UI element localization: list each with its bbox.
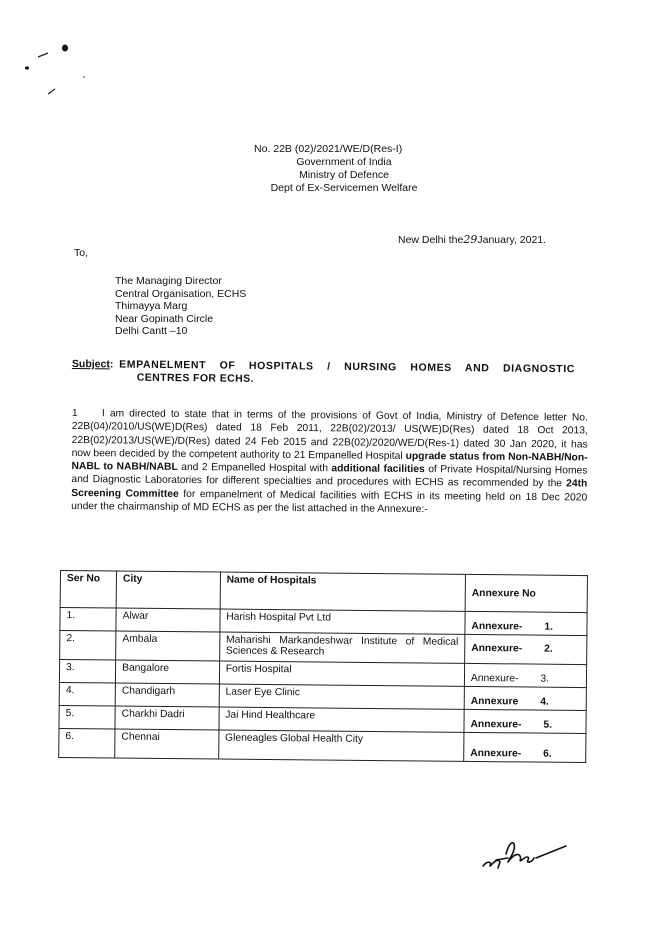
subject-block: Subject: EMPANELMENT OF HOSPITALS / NURSING HOMES AND DIAGNOSTIC CENTRES FOR ECHS. xyxy=(72,358,592,389)
subject-line-2: CENTRES FOR ECHS. xyxy=(136,371,254,385)
letter-header xyxy=(244,143,444,195)
annexure-label: Annexure- xyxy=(470,718,522,731)
cell-annexure xyxy=(464,686,586,710)
hospital-annexure-table xyxy=(58,570,588,763)
annexure-label: Annexure- xyxy=(470,747,522,760)
cell-annexure xyxy=(464,709,586,733)
table-row xyxy=(59,728,586,762)
cell-city: Charkhi Dadri xyxy=(115,706,219,730)
paragraph-1 xyxy=(71,407,588,518)
paragraph-bold: additional facilities xyxy=(331,463,425,476)
cell-hospital: Harish Hospital Pvt Ltd xyxy=(220,609,465,634)
cell-hospital: Jai Hind Healthcare xyxy=(219,707,464,732)
header-annexure-no: Annexure No xyxy=(465,574,587,612)
cell-annexure xyxy=(465,634,587,664)
paragraph-bold: 24th Screening Committee xyxy=(71,478,588,500)
annexure-label: Annexure xyxy=(470,695,519,708)
to-label: To, xyxy=(74,247,89,259)
government-name: Government of India xyxy=(296,156,392,168)
date-prefix: New Delhi the xyxy=(398,234,464,246)
cell-city: Chennai xyxy=(115,729,219,759)
paragraph-text: and 2 Empanelled Hospital with xyxy=(177,462,332,475)
cell-hospital: Laser Eye Clinic xyxy=(219,684,464,709)
cell-ser: 6. xyxy=(59,728,115,758)
cell-annexure xyxy=(464,732,586,762)
addressee-line: Near Gopinath Circle xyxy=(115,312,214,325)
department-name: Dept of Ex-Servicemen Welfare xyxy=(270,182,418,194)
header-hospital-name: Name of Hospitals xyxy=(220,572,466,611)
subject-line-1: EMPANELMENT OF HOSPITALS / NURSING HOMES AND DIAGNOSTIC xyxy=(119,358,575,376)
annexure-label: Annexure- xyxy=(471,620,523,633)
cell-city: Alwar xyxy=(116,608,220,632)
table-header-row xyxy=(60,571,587,613)
ministry-name: Ministry of Defence xyxy=(299,169,389,181)
annexure-label: Annexure- xyxy=(470,672,519,685)
addressee-block xyxy=(115,275,246,338)
subject-label: Subject xyxy=(71,358,110,371)
cell-annexure xyxy=(464,663,586,687)
cell-city: Ambala xyxy=(116,631,220,661)
cell-ser: 1. xyxy=(60,608,116,632)
cell-city: Chandigarh xyxy=(115,683,219,707)
addressee-line: Thimayya Marg xyxy=(115,300,188,313)
cell-ser: 2. xyxy=(60,631,116,661)
reference-number: No. 22B (02)/2021/WE/D(Res-I) xyxy=(254,143,403,155)
addressee-line: Delhi Cantt –10 xyxy=(115,325,188,338)
cell-ser: 5. xyxy=(59,705,115,729)
annexure-number: 2. xyxy=(544,643,553,655)
cell-ser: 3. xyxy=(59,660,115,684)
annexure-number: 3. xyxy=(540,673,550,685)
paragraph-text: for empanelment of Medical facilities with ECHS in its meeting held on 18 Dec 2020 under the chairmanship of MD ECHS as per the list attached in the Annexure:- xyxy=(71,488,588,516)
cell-hospital: Gleneagles Global Health City xyxy=(218,730,464,761)
cell-ser: 4. xyxy=(59,682,115,706)
cell-annexure xyxy=(465,611,587,635)
paragraph-text: I am directed to state that in terms of the provisions of Govt of India, Ministry of Defence letter No. 22B(04)/2010/US(WE)D(Res) dated 18 Feb 2011, 22B(02)/2013/ US(WE)D(Res) dated 18 Oct 2013, 22B(02)/2013/US(WE)/D(Res) dated 24 Feb 2015 and 22B(02)/2020/WE/D(Res-1) dated 30 Jan 2020, it has now been decided by the competent authority to 21 Empanelled Hospital xyxy=(71,408,588,462)
cell-hospital: Fortis Hospital xyxy=(219,661,464,686)
addressee-line: The Managing Director xyxy=(115,275,222,287)
annexure-number: 6. xyxy=(543,748,552,760)
cell-city: Bangalore xyxy=(115,660,219,684)
annexure-number: 5. xyxy=(543,719,553,731)
scan-marks-icon xyxy=(0,30,120,110)
annexure-label: Annexure- xyxy=(471,642,523,655)
header-city: City xyxy=(116,571,220,609)
annexure-number: 1. xyxy=(544,621,554,633)
paragraph-text: of Private Hospital/Nursing Homes and Diagnostic Laboratories for different specialties and procedures with ECHS as recommended by the xyxy=(71,464,588,490)
handwritten-day: 29 xyxy=(463,233,478,246)
cell-hospital: Maharishi Markandeshwar Institute of Medical Sciences & Research xyxy=(219,632,465,663)
paragraph-number: 1 xyxy=(71,407,78,420)
header-ser-no: Ser No xyxy=(60,571,116,609)
paragraph-bold: upgrade status from Non-NABH/Non-NABL to NABH/NABL xyxy=(71,450,588,474)
addressee-line: Central Organisation, ECHS xyxy=(115,287,247,300)
annexure-number: 4. xyxy=(540,696,549,708)
signature-icon xyxy=(478,832,568,872)
letter-date xyxy=(398,233,546,246)
date-suffix: January, 2021. xyxy=(477,234,547,246)
